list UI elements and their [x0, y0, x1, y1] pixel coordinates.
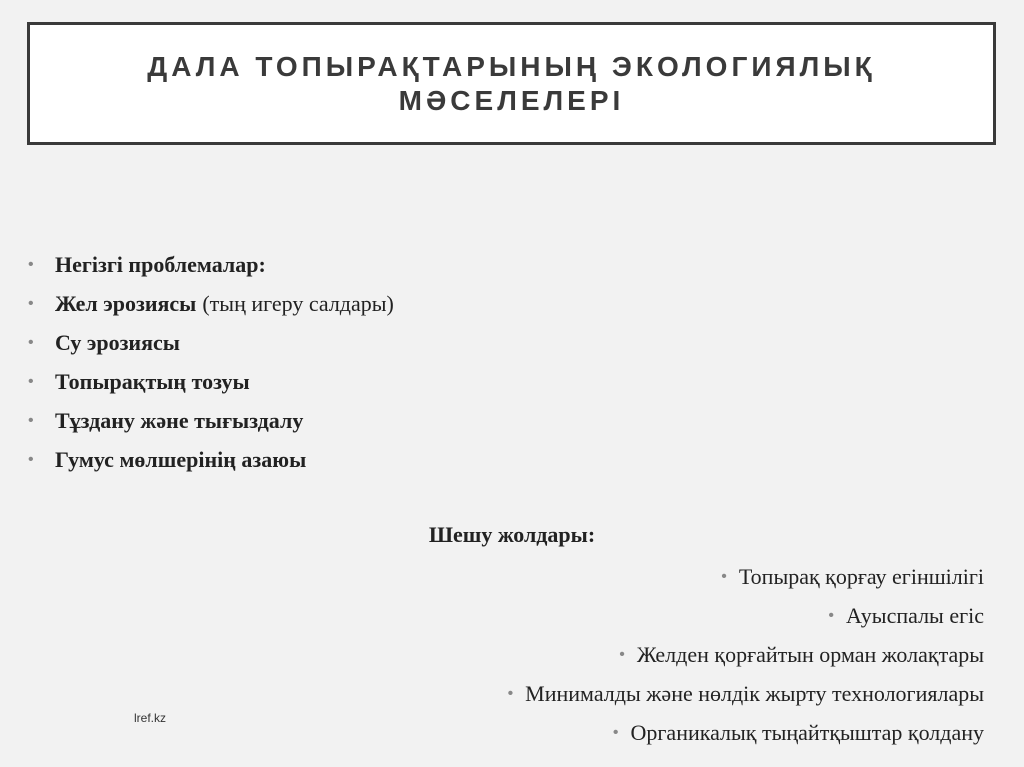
problem-label: Тұздану және тығыздалу: [55, 407, 304, 433]
problem-note: (тың игеру салдары): [202, 290, 394, 316]
bullet-icon: •: [28, 411, 34, 429]
solution-label: Минималды және нөлдік жырту технологиялары: [525, 680, 984, 706]
solution-label: Ауыспалы егіс: [846, 602, 984, 628]
page-title: [147, 50, 875, 118]
list-item: [28, 323, 628, 362]
list-item: [28, 362, 628, 401]
bullet-icon: •: [28, 450, 34, 468]
list-item: [284, 557, 984, 596]
problem-label: Жел эрозиясы: [55, 290, 197, 316]
solution-label: Органикалық тыңайтқыштар қолдану: [630, 719, 984, 745]
problem-label: Топырақтың тозуы: [55, 368, 250, 394]
list-item: [284, 635, 984, 674]
bullet-icon: •: [28, 294, 34, 312]
list-item: [28, 440, 628, 479]
bullet-icon: •: [721, 567, 727, 585]
solution-label: Желден қорғайтын орман жолақтары: [636, 641, 984, 667]
bullet-icon: •: [28, 333, 34, 351]
list-item: [28, 284, 628, 323]
list-item: [284, 674, 984, 713]
solutions-list: [284, 557, 984, 752]
list-item: [28, 245, 628, 284]
problem-label: Гумус мөлшерінің азаюы: [55, 446, 307, 472]
bullet-icon: •: [28, 372, 34, 390]
bullet-icon: •: [828, 606, 834, 624]
title-line-2: МӘСЕЛЕЛЕРІ: [398, 84, 625, 116]
watermark: lref.kz: [134, 711, 167, 725]
list-item: [284, 596, 984, 635]
title-box: [27, 22, 996, 145]
title-line-1: ДАЛА ТОПЫРАҚТАРЫНЫҢ ЭКОЛОГИЯЛЫҚ: [147, 50, 876, 82]
list-item: [28, 401, 628, 440]
list-item: [284, 713, 984, 752]
bullet-icon: •: [507, 684, 514, 702]
bullet-icon: •: [619, 645, 625, 663]
solutions-heading: [0, 522, 1024, 548]
problem-label: Су эрозиясы: [55, 329, 180, 355]
bullet-icon: •: [28, 255, 34, 273]
problem-label: Негізгі проблемалар:: [55, 251, 266, 277]
bullet-icon: •: [612, 723, 619, 741]
solution-label: Топырақ қорғау егіншілігі: [738, 563, 984, 589]
solutions-heading-text: Шешу жолдары:: [428, 522, 596, 547]
problems-list: [28, 245, 628, 479]
